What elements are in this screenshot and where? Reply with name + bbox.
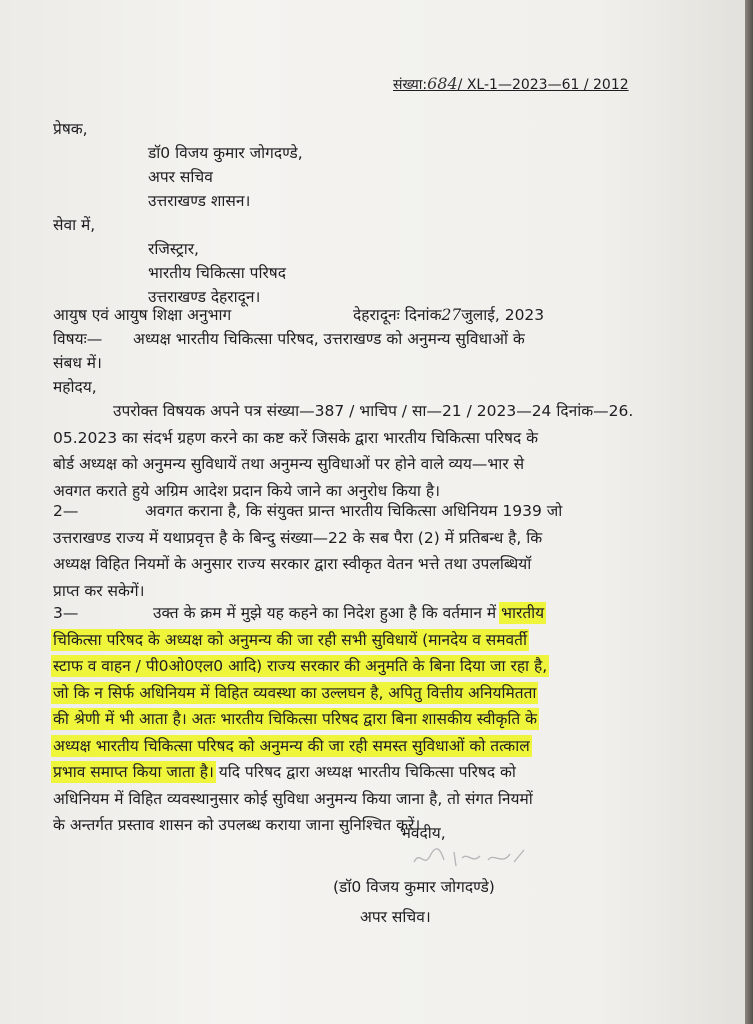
paragraph-3 <box>53 600 647 839</box>
letter-date <box>353 302 544 328</box>
para1-line: 05.2023 का संदर्भ ग्रहण करने का कष्ट करें जिसके द्वारा भारतीय चिकित्सा परिषद के <box>53 428 539 447</box>
highlighted-text: चिकित्सा परिषद के अध्यक्ष को अनुमन्य की जा रही सभी सुविधायें (मानदेय व समवर्ती <box>53 630 528 649</box>
para1-line: बोर्ड अध्यक्ष को अनुमन्य सुविधायें तथा अनुमन्य सुविधाओं पर होने वाले व्यय—भार से <box>53 455 525 473</box>
paper-edge <box>745 0 753 1024</box>
para2-line: अवगत कराना है, कि संयुक्त प्रान्त भारतीय चिकित्सा अधिनियम 1939 जो <box>145 502 563 520</box>
subject-label: विषयः— <box>53 330 103 348</box>
para2-line: अध्यक्ष विहित नियमों के अनुसार राज्य सरकार द्वारा स्वीकृत वेतन भत्ते तथा उपलब्धियॉ <box>53 555 532 573</box>
para2-number: 2— <box>53 502 79 520</box>
sender-label: प्रेषक, <box>53 120 88 138</box>
paragraph-1 <box>53 398 647 504</box>
para3-line: के अन्तर्गत प्रस्ताव शासन को उपलब्ध कराया जाना सुनिश्चित करें। <box>53 816 421 834</box>
closing-name: (डॉ0 विजय कुमार जोगदण्डे) <box>333 878 495 896</box>
closing-designation: अपर सचिव। <box>360 908 431 926</box>
para3-line: उक्त के क्रम में मुझे यह कहने का निदेश हुआ है कि वर्तमान में <box>153 604 497 622</box>
sender-office: उत्तराखण्ड शासन। <box>148 192 251 210</box>
salutation: महोदय, <box>53 378 97 396</box>
highlighted-text: भारतीय <box>501 604 545 622</box>
section-name: आयुष एवं आयुष शिक्षा अनुभाग <box>53 306 232 324</box>
para3-number: 3— <box>53 604 79 622</box>
date-prefix: देहरादूनः दिनांक <box>353 306 442 324</box>
para1-line: उपरोक्त विषयक अपने पत्र संख्या—387 / भाचिप / सा—21 / 2023—24 दिनांक—26. <box>113 402 634 420</box>
paragraph-2 <box>53 498 647 604</box>
para3-line: अधिनियम में विहित व्यवस्थानुसार कोई सुविधा अनुमन्य किया जाना है, तो संगत नियमों <box>53 789 533 808</box>
reference-suffix: / XL-1—2023—61 / 2012 <box>457 77 629 93</box>
highlighted-text: की श्रेणी में भी आता है। अतः भारतीय चिकित्सा परिषद द्वारा बिना शासकीय स्वीकृति के <box>53 710 538 728</box>
closing-regards: भवदीय, <box>400 824 446 842</box>
subject-line1: अध्यक्ष भारतीय चिकित्सा परिषद, उत्तराखण्ड को अनुमन्य सुविधाओं के <box>133 330 525 348</box>
recipient-label: सेवा में, <box>53 216 96 234</box>
para2-line: प्राप्त कर सकेगें। <box>53 581 145 600</box>
sender-name: डॉ0 विजय कुमार जोगदण्डे, <box>148 144 303 162</box>
recipient-org: भारतीय चिकित्सा परिषद <box>148 264 286 282</box>
para1-line: अवगत कराते हुये अग्रिम आदेश प्रदान किये जाने का अनुरोध किया है। <box>53 481 440 500</box>
highlighted-text: स्टाफ व वाहन / पी0ओ0एल0 आदि) राज्य सरकार की अनुमति के बिना दिया जा रहा है, <box>53 657 548 675</box>
para2-line: उत्तराखण्ड राज्य में यथाप्रवृत्त है के बिन्दु संख्या—22 के सब पैरा (2) में प्रतिबन्ध है, कि <box>53 528 543 547</box>
subject-line2: संबध में। <box>53 354 102 372</box>
sender-designation: अपर सचिव <box>148 168 213 186</box>
signature-scribble <box>410 842 530 872</box>
reference-number <box>393 74 629 94</box>
highlighted-text: जो कि न सिर्फ अधिनियम में विहित व्यवस्था का उल्लघन है, अपितु वित्तीय अनियमितता <box>53 683 537 702</box>
recipient-name: रजिस्ट्रार, <box>148 240 199 258</box>
highlighted-text: प्रभाव समाप्त किया जाता है। <box>53 763 214 781</box>
date-suffix: जुलाई, 2023 <box>461 306 545 324</box>
reference-prefix: संख्या: <box>393 77 428 93</box>
para3-line: यदि परिषद द्वारा अध्यक्ष भारतीय चिकित्सा परिषद को <box>218 763 516 781</box>
highlighted-text: अध्यक्ष भारतीय चिकित्सा परिषद को अनुमन्य की जा रही समस्त सुविधाओं को तत्काल <box>53 736 530 755</box>
handwritten-number: 684 <box>427 74 458 93</box>
recipient-place: उत्तराखण्ड देहरादून। <box>148 288 261 306</box>
date-day: 27 <box>441 306 462 324</box>
